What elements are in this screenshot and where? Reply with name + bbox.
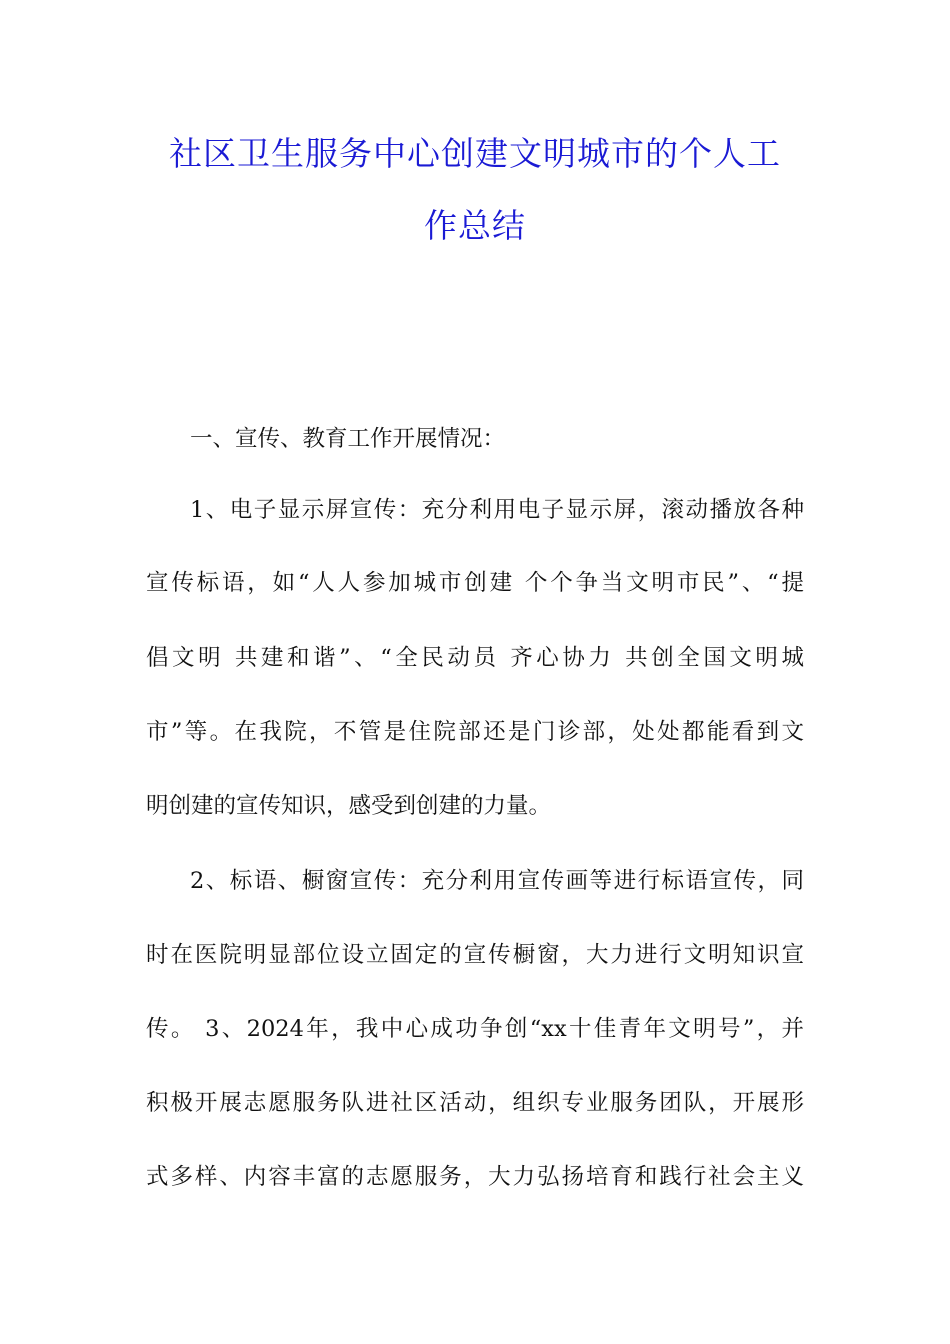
paragraph-line: 时在医院明显部位设立固定的宣传橱窗，大力进行文明知识宣 [146, 942, 804, 968]
paragraph-line: 市”等。在我院，不管是住院部还是门诊部，处处都能看到文 [146, 719, 804, 745]
document-title-line-2: 作总结 [424, 206, 526, 245]
paragraph-line: 积极开展志愿服务队进社区活动，组织专业服务团队，开展形 [146, 1090, 804, 1116]
paragraph-line: 传。 3、2024年，我中心成功争创“xx十佳青年文明号”，并 [146, 1016, 804, 1042]
paragraph-line: 1、电子显示屏宣传：充分利用电子显示屏，滚动播放各种 [190, 497, 804, 523]
paragraph-line: 2、标语、橱窗宣传：充分利用宣传画等进行标语宣传，同 [190, 868, 804, 894]
paragraph-line: 宣传标语，如“人人参加城市创建 个个争当文明市民”、“提 [146, 570, 804, 596]
paragraph-line: 明创建的宣传知识，感受到创建的力量。 [146, 793, 552, 819]
document-title-line-1: 社区卫生服务中心创建文明城市的个人工 [169, 134, 781, 173]
paragraph-line: 式多样、内容丰富的志愿服务，大力弘扬培育和践行社会主义 [146, 1164, 804, 1190]
section-heading: 一、宣传、教育工作开展情况： [190, 426, 506, 452]
paragraph-line: 倡文明 共建和谐”、“全民动员 齐心协力 共创全国文明城 [146, 645, 804, 671]
